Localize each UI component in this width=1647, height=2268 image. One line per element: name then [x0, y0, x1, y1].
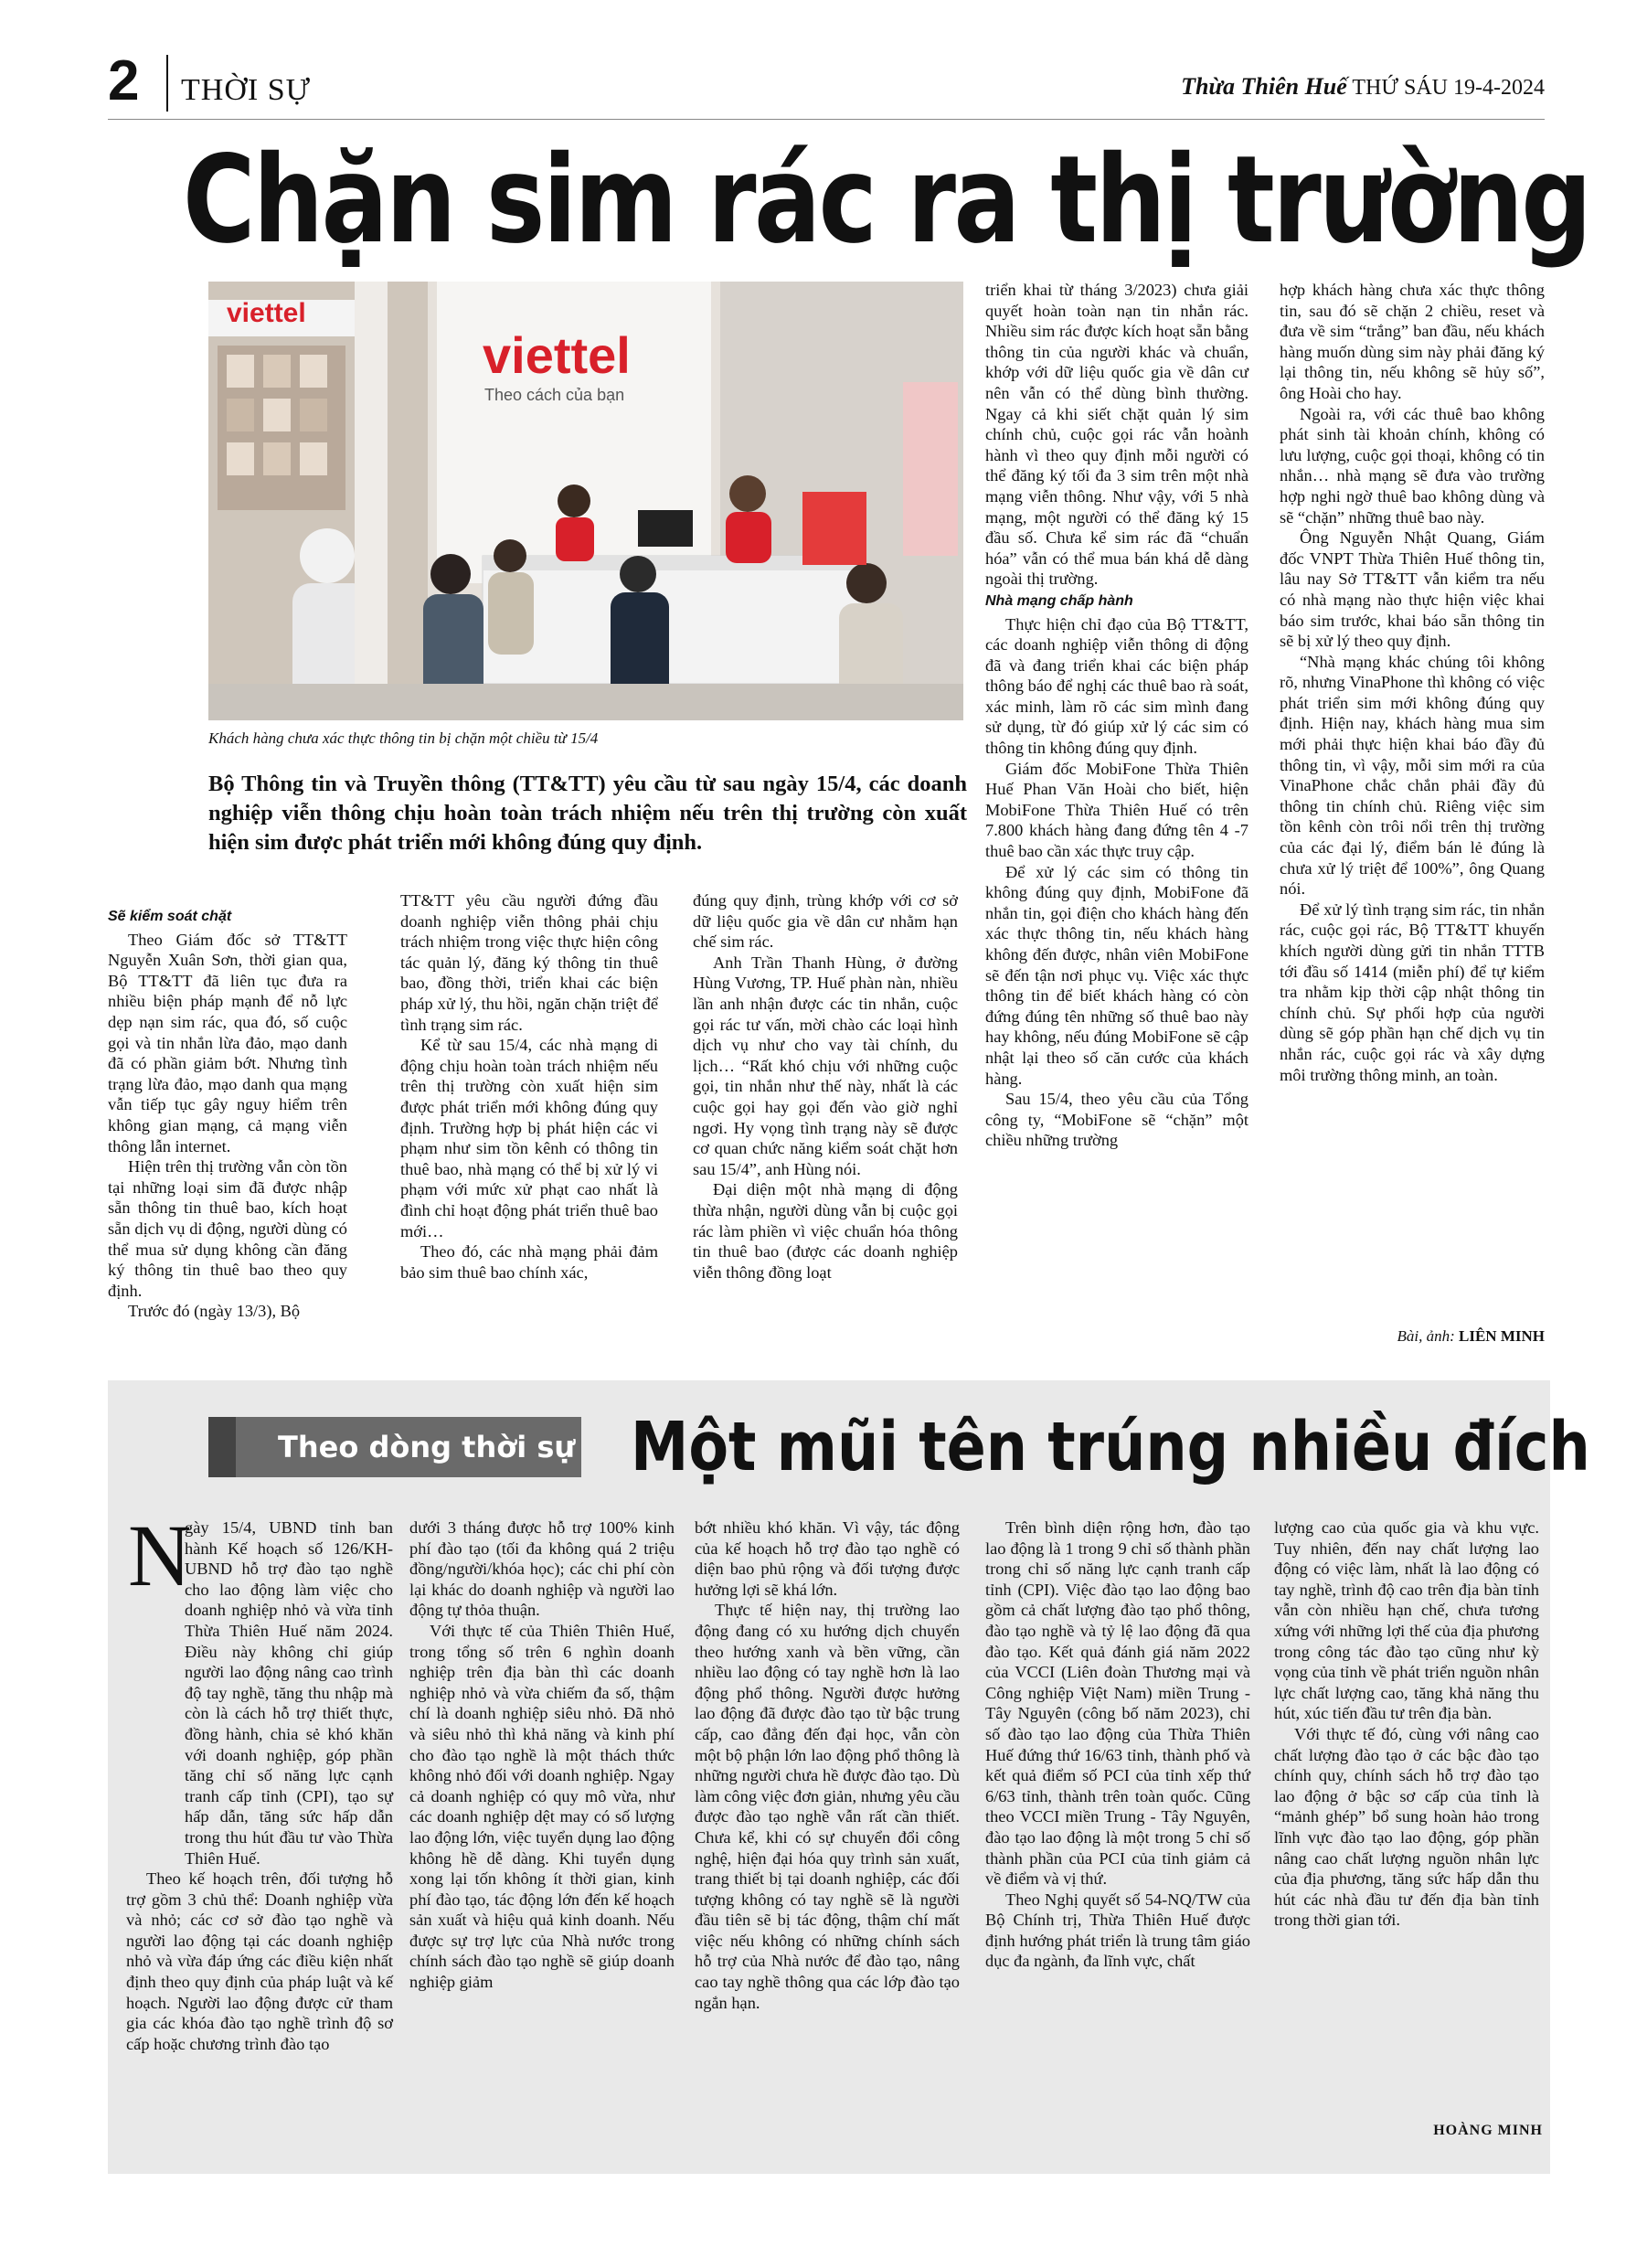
viettel-slogan: Theo cách của bạn	[484, 386, 625, 404]
photo-caption: Khách hàng chưa xác thực thông tin bị chặn một chiều từ 15/4	[208, 729, 599, 747]
article1-column-3	[693, 890, 958, 1283]
paragraph: Giám đốc MobiFone Thừa Thiên Huế Phan Văn Hoài cho biết, hiện MobiFone Thừa Thiên Huế có trên 7.800 khách hàng đang đứng tên 4 -7 thuê bao cần xác thực truy cập.	[985, 759, 1249, 861]
paragraph: triển khai từ tháng 3/2023) chưa giải quyết hoàn toàn nạn tin nhắn rác. Nhiều sim rác được kích hoạt sẵn bằng thông tin của người khác và chuẩn, khớp với dữ liệu quốc gia về dân cư nên vẫn có thể dùng bình thường. Ngay cả khi siết chặt quản lý sim chính chủ, cuộc gọi rác vẫn hoành hành vì theo quy định mỗi người có thể đăng ký tối đa 3 sim trên một nhà mạng viễn thông. Như vậy, với 5 nhà mạng, một người có thể đăng ký 15 đầu số. Chưa kể sim rác đã “chuẩn hóa” vẫn có thể mua bán khá dễ dàng ngoài thị trường.	[985, 281, 1249, 589]
page-number: 2	[108, 49, 140, 112]
paragraph: Đại diện một nhà mạng di động thừa nhận, người dùng vẫn bị cuộc gọi rác làm phiền vì việc chuẩn hóa thông tin thuê bao (được các doanh nghiệp viễn thông đồng loạt	[693, 1180, 958, 1282]
drop-cap: N	[128, 1507, 192, 1604]
issue-date: THỨ SÁU 19-4-2024	[1352, 76, 1545, 100]
article1-byline	[1397, 1327, 1545, 1346]
paragraph: bớt nhiều khó khăn. Vì vậy, tác động của kế hoạch hỗ trợ đào tạo nghề có diện bao phủ rộng và đối tượng được hưởng lợi sẽ khá lớn.	[695, 1518, 960, 1599]
article-headline: Chặn sim rác ra thị trường	[183, 130, 1590, 271]
viettel-sign: viettel	[483, 326, 631, 384]
byline-prefix: Bài, ảnh:	[1397, 1327, 1455, 1345]
article-photo	[208, 282, 963, 720]
paragraph: Trên bình diện rộng hơn, đào tạo lao động là 1 trong 9 chỉ số thành phần trong chỉ số năng lực cạnh tranh cấp tỉnh (CPI). Việc đào tạo lao động bao gồm cả chất lượng đào tạo phổ thông, đào tạo nghề và tỷ lệ lao động đã qua đào tạo. Kết quả đánh giá năm 2022 của VCCI (Liên đoàn Thương mại và Công nghiệp Việt Nam) miền Trung - Tây Nguyên (công bố năm 2023), chỉ số đào tạo lao động của Thừa Thiên Huế đứng thứ 16/63 tỉnh, thành phố và kết quả điểm số PCI của tỉnh xếp thứ 6/63 tỉnh, thành trên toàn quốc. Cũng theo VCCI miền Trung - Tây Nguyên, đào tạo lao động là một trong 5 chỉ số thành phần của PCI của tỉnh giảm cả về điểm và vị thứ.	[985, 1518, 1250, 1889]
commentary-headline: Một mũi tên trúng nhiều đích	[631, 1408, 1590, 1486]
paragraph: đúng quy định, trùng khớp với cơ sở dữ liệu quốc gia về dân cư nhằm hạn chế sim rác.	[693, 891, 958, 952]
article2-column-2	[409, 1517, 675, 1993]
paragraph: Theo Giám đốc sở TT&TT Nguyễn Xuân Sơn, thời gian qua, Bộ TT&TT đã liên tục đưa ra nhiều biện pháp mạnh để nỗ lực dẹp nạn sim rác, qua đó, số cuộc gọi và tin nhắn lừa đảo, mạo danh đã có phần giảm bớt. Nhưng tình trạng lừa đảo, mạo danh qua mạng vẫn tiếp tục gây nguy hiểm trên không gian mạng, cả mạng viễn thông lẫn internet.	[108, 930, 347, 1155]
paragraph: dưới 3 tháng được hỗ trợ 100% kinh phí đào tạo (tối đa không quá 2 triệu đồng/người/khóa học); các chi phí còn lại khác do doanh nghiệp và người lao động tự thỏa thuận.	[409, 1518, 675, 1620]
paragraph: Để xử lý tình trạng sim rác, tin nhắn rác, cuộc gọi rác, Bộ TT&TT khuyến khích người dùng gửi tin nhắn TTTB tới đầu số 1414 (miễn phí) để tự kiểm tra nhằm kịp thời cập nhật thông tin chính chủ. Sự phối hợp của người dùng sẽ góp phần hạn chế dịch vụ tin nhắn rác, cuộc gọi rác và xây dựng môi trường thông minh, an toàn.	[1280, 900, 1545, 1084]
publication-name: Thừa Thiên Huế	[1181, 73, 1347, 100]
article2-column-3	[695, 1517, 960, 2013]
paragraph: Ông Nguyễn Nhật Quang, Giám đốc VNPT Thừa Thiên Huế thông tin, lâu nay Sở TT&TT vẫn kiểm tra nếu có nhà mạng nào thực hiện việc khai báo sim trước, khai báo sẵn thông tin sẽ bị xử lý theo quy định.	[1280, 528, 1545, 651]
paragraph: Theo kế hoạch trên, đối tượng hỗ trợ gồm 3 chủ thể: Doanh nghiệp vừa và nhỏ; các cơ sở đào tạo nghề và người lao động tại các doanh nghiệp nhỏ và vừa đáp ứng các điều kiện nhất định theo quy định của pháp luật và kế hoạch. Người lao động được cử tham gia các khóa đào tạo nghề trình độ sơ cấp hoặc chương trình đào tạo	[126, 1869, 393, 2053]
header-divider	[166, 55, 168, 112]
article1-column-4	[985, 280, 1249, 1151]
article1-column-2	[400, 890, 658, 1283]
header-publication-date	[1181, 73, 1545, 101]
paragraph: hợp khách hàng chưa xác thực thông tin, sau đó sẽ chặn 2 chiều, reset và đưa về sim “trắng” ban đầu, nếu khách hàng muốn dùng sim này phải đăng ký lại thông tin, nếu không sẽ hủy số”, ông Hoài cho hay.	[1280, 281, 1545, 402]
subhead-carriers: Nhà mạng chấp hành	[985, 592, 1133, 609]
section-name: THỜI SỰ	[181, 73, 311, 107]
paragraph: Ngoài ra, với các thuê bao không phát sinh tài khoản chính, không có lưu lượng, cuộc gọi thoại, không có tin nhắn… nhà mạng sẽ đưa vào trường hợp nghi ngờ thuê bao không dùng và sẽ “chặn” những thuê bao này.	[1280, 404, 1545, 527]
column-tag: Theo dòng thời sự	[208, 1417, 581, 1477]
paragraph: Với thực tế đó, cùng với nâng cao chất lượng đào tạo ở các bậc đào tạo chính quy, chính sách hỗ trợ đào tạo lao động ở bậc sơ cấp của tỉnh là “mảnh ghép” bổ sung hoàn hảo trong lĩnh vực đào tạo lao động, góp phần nâng cao chất lượng nguồn nhân lực của địa phương, tăng sức hấp dẫn thu hút các nhà đầu tư đến địa bàn tỉnh trong thời gian tới.	[1274, 1724, 1539, 1930]
byline-author: LIÊN MINH	[1459, 1327, 1545, 1345]
paragraph: Hiện trên thị trường vẫn còn tồn tại những loại sim đã được nhập sẵn thông tin thuê bao, kích hoạt sẵn dịch vụ di động, người dùng có thể mua sử dụng không cần đăng ký thông tin thuê bao theo quy định.	[108, 1157, 347, 1300]
paragraph: Kể từ sau 15/4, các nhà mạng di động chịu hoàn toàn trách nhiệm nếu trên thị trường còn xuất hiện sim được phát triển mới không đúng quy định. Trường hợp bị phát hiện các vi phạm như sim tồn kênh có thông tin thuê bao, nhà mạng có thể bị xử lý vi phạm với mức xử phạt cao nhất là đình chỉ hoạt động phát triển thuê bao mới…	[400, 1036, 658, 1240]
paragraph: Trước đó (ngày 13/3), Bộ	[128, 1302, 301, 1321]
paragraph: Theo Nghị quyết số 54-NQ/TW của Bộ Chính trị, Thừa Thiên Huế được định hướng phát triển là trung tâm giáo dục đa ngành, đa lĩnh vực, chất	[985, 1890, 1250, 1971]
paragraph: Sau 15/4, theo yêu cầu của Tổng công ty, “MobiFone sẽ “chặn” một chiều những trường	[985, 1090, 1249, 1150]
paragraph: Theo đó, các nhà mạng phải đảm bảo sim thuê bao chính xác,	[400, 1242, 658, 1282]
article2-column-5	[1274, 1517, 1539, 1931]
paragraph: Với thực tế của Thiên Thiên Huế, trong tổng số trên 6 nghìn doanh nghiệp trên địa bàn thì các doanh nghiệp nhỏ và vừa chiếm đa số, thậm chí là doanh nghiệp siêu nhỏ. Đã nhỏ và siêu nhỏ thì khả năng và kinh phí cho đào tạo nghề là một thách thức không nhỏ đối với doanh nghiệp. Ngay cả doanh nghiệp có quy mô vừa, như các doanh nghiệp dệt may có số lượng lao động lớn, việc tuyển dụng lao động không hề dễ dàng. Khi tuyển dụng xong lại tốn không ít thời gian, kinh phí đào tạo, tác động lớn đến kế hoạch sản xuất và hiệu quả kinh doanh. Nếu được sự trợ lực của Nhà nước trong chính sách đào tạo nghề sẽ giúp doanh nghiệp giảm	[409, 1621, 675, 1992]
article2-byline: HOÀNG MINH	[1433, 2123, 1543, 2138]
viettel-sign-left: viettel	[227, 298, 306, 328]
header-rule	[108, 119, 1545, 120]
photo-illustration	[208, 282, 963, 720]
column-tag-accent	[208, 1417, 236, 1477]
paragraph: lượng cao của quốc gia và khu vực. Tuy nhiên, đến nay chất lượng lao động có việc làm, nhất là lao động có tay nghề, trình độ cao trên địa bàn tỉnh vẫn còn nhiều hạn chế, chưa tương xứng với những lợi thế của địa phương trong công tác đào tạo cũng như kỳ vọng của tỉnh về phát triển nguồn nhân lực chất lượng cao, tăng khả năng thu hút, xúc tiến đầu tư trên địa bàn.	[1274, 1518, 1539, 1723]
article2-column-1	[126, 1507, 393, 2054]
paragraph: Thực tế hiện nay, thị trường lao động đang có xu hướng dịch chuyển theo hướng xanh và bền vững, cần nhiều lao động có tay nghề hơn là lao động phổ thông. Người được hưởng lao động đã được đào tạo từ bậc trung cấp, cao đẳng đến đại học, vẫn còn một bộ phận lớn lao động phổ thông là những người chưa hề được đào tạo. Dù làm công việc đơn giản, nhưng yêu cầu được đào tạo nghề vẫn rất cần thiết. Chưa kể, khi có sự chuyển đổi công nghệ, hiện đại hóa quy trình sản xuất, trang thiết bị tại doanh nghiệp, các đối tượng không có tay nghề sẽ là người đầu tiên sẽ bị tác động, thậm chí mất việc nếu không có những chính sách hỗ trợ của Nhà nước để đào tạo, nâng cao tay nghề thông qua các lớp đào tạo ngắn hạn.	[695, 1601, 960, 2012]
paragraph: Thực hiện chỉ đạo của Bộ TT&TT, các doanh nghiệp viễn thông di động đã và đang triển khai các biện pháp thông báo để nghị các thuê bao rà soát, xác minh, làm rõ các sim mình đang sử dụng, từ đó giúp xử lý các sim có thông tin không đúng quy định.	[985, 614, 1249, 758]
subhead-control: Sẽ kiểm soát chặt	[108, 909, 232, 924]
paragraph: gày 15/4, UBND tỉnh ban hành Kế hoạch số 126/KH-UBND hỗ trợ đào tạo nghề cho lao động làm việc cho doanh nghiệp nhỏ và vừa tỉnh Thừa Thiên Huế năm 2024. Điều này không chỉ giúp người lao động nâng cao trình độ tay nghề, tăng thu nhập mà còn là cách hỗ trợ thiết thực, đồng hành, chia sẻ khó khăn với doanh nghiệp, góp phần tăng chỉ số năng lực cạnh tranh cấp tỉnh (CPI), tạo sự hấp dẫn, tăng sức hấp dẫn trong thu hút đầu tư vào Thừa Thiên Huế.	[185, 1518, 393, 1868]
article1-column-1	[108, 905, 347, 1322]
paragraph: Để xử lý các sim có thông tin không đúng quy định, MobiFone đã nhắn tin, gọi điện cho khách hàng đến xác thực thông tin, nếu khách hàng không đến được, nhân viên MobiFone sẽ đến tận nơi phục vụ. Việc xác thực thông tin để biết khách hàng có còn đứng đúng tên những số thuê bao này hay không, nếu đúng MobiFone sẽ cập nhật lại theo số căn cước của khách hàng.	[985, 862, 1249, 1088]
article2-column-4	[985, 1517, 1250, 1972]
paragraph: TT&TT yêu cầu người đứng đầu doanh nghiệp viễn thông phải chịu trách nhiệm trong việc thực hiện công tác quản lý, đăng ký thông tin thuê bao, đồng thời, triển khai các biện pháp xử lý, thu hồi, ngăn chặn triệt để tình trạng sim rác.	[400, 891, 658, 1034]
paragraph: Anh Trần Thanh Hùng, ở đường Hùng Vương, TP. Huế phàn nàn, nhiều lần anh nhận được các tin nhắn, cuộc gọi rác tư vấn, mời chào các loại hình dịch vụ như cho vay tài chính, du lịch… “Rất khó chịu với những cuộc gọi, tin nhắn như thế này, nhất là các cuộc gọi hay gọi đến vào giờ nghỉ ngơi. Hy vọng tình trạng này sẽ được cơ quan chức năng kiểm soát chặt hơn sau 15/4”, anh Hùng nói.	[693, 953, 958, 1178]
paragraph: “Nhà mạng khác chúng tôi không rõ, nhưng VinaPhone thì không có việc phát triển sim mới không đúng quy định. Hiện nay, khách hàng mua sim mới phải thực hiện khai báo đầy đủ thông tin, vì vậy, mỗi sim mới ra của VinaPhone chắc chắn phải đầy đủ thông tin chính chủ. Riêng việc sim tồn kênh còn trôi nổi trên thị trường của các đại lý, điểm bán lẻ đúng là chưa xử lý triệt để 100%”, ông Quang nói.	[1280, 652, 1545, 899]
article1-column-5	[1280, 280, 1545, 1085]
article-lead: Bộ Thông tin và Truyền thông (TT&TT) yêu cầu từ sau ngày 15/4, các doanh nghiệp viễn thông chịu hoàn toàn trách nhiệm nếu trên thị trường còn xuất hiện sim được phát triển mới không đúng quy định.	[208, 772, 967, 855]
